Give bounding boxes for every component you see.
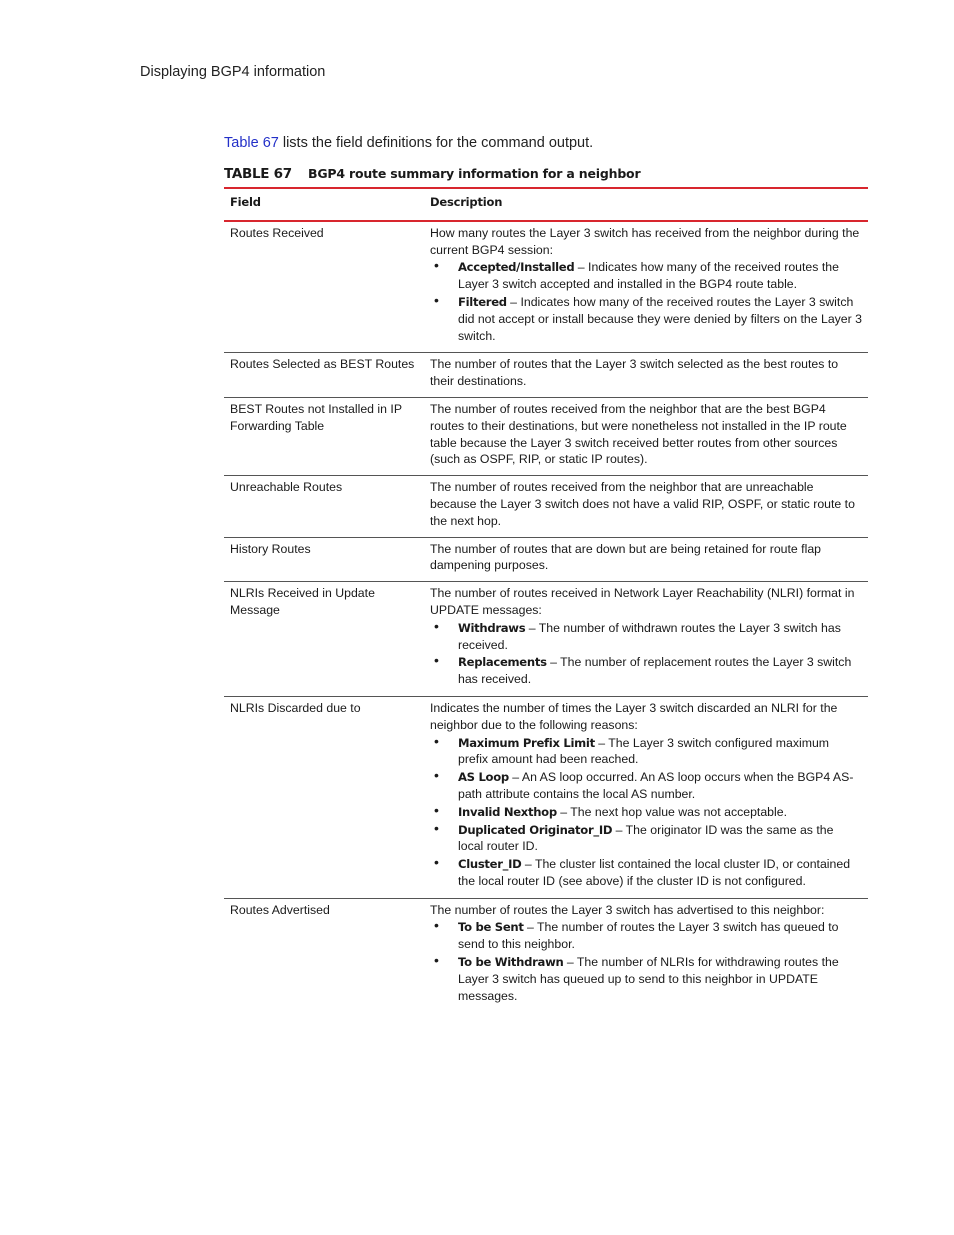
bullet-icon: •	[434, 767, 439, 784]
bullet-icon: •	[434, 732, 439, 749]
bullet-icon: •	[434, 617, 439, 634]
description-text: The number of routes received from the neighbor that are unreachable because the Layer 3 switch does not have a valid RIP, OSPF, or static route to the next hop.	[430, 480, 855, 528]
bullet-term: Withdraws	[458, 620, 526, 635]
bullet-text: – Indicates how many of the received routes the Layer 3 switch accepted and installed in the BGP4 route table.	[458, 260, 839, 292]
description-cell	[424, 537, 868, 582]
list-item	[430, 954, 862, 1004]
list-item	[430, 801, 862, 821]
field-definitions-table	[224, 187, 868, 1012]
bullet-text: – Indicates how many of the received routes the Layer 3 switch did not accept or install because they were denied by filters on the Layer 3 switch.	[458, 294, 862, 343]
description-cell	[424, 353, 868, 398]
description-bullet-list	[430, 617, 862, 688]
description-bullet-list	[430, 919, 862, 1004]
table-row	[224, 476, 868, 537]
bullet-term: Filtered	[458, 294, 507, 309]
bullet-icon: •	[434, 917, 439, 934]
bullet-icon: •	[434, 801, 439, 818]
table-caption-label: TABLE 67	[224, 166, 292, 182]
description-text: The number of routes that the Layer 3 switch selected as the best routes to their destinations.	[430, 357, 839, 389]
bullet-text: – The number of NLRIs for withdrawing routes the Layer 3 switch has queued up to send to this neighbor in UPDATE messages.	[458, 955, 839, 1003]
bullet-term: To be Sent	[458, 920, 524, 935]
table-cross-reference-link[interactable]: Table 67	[224, 135, 279, 151]
description-text: The number of routes the Layer 3 switch has advertised to this neighbor:	[430, 902, 825, 917]
list-item	[430, 732, 862, 769]
column-header-field: Field	[224, 188, 424, 221]
bullet-term: Duplicated Originator_ID	[458, 822, 613, 837]
bullet-term: Maximum Prefix Limit	[458, 735, 595, 750]
list-item	[430, 291, 862, 344]
bullet-text: – The Layer 3 switch configured maximum prefix amount had been reached.	[458, 735, 830, 767]
bullet-term: Invalid Nexthop	[458, 804, 557, 819]
list-item	[430, 617, 862, 654]
intro-paragraph	[224, 135, 593, 151]
table-row	[224, 353, 868, 398]
field-name-cell: NLRIs Received in Update Message	[224, 582, 424, 697]
field-name-cell: Unreachable Routes	[224, 476, 424, 537]
field-name-cell: Routes Received	[224, 221, 424, 353]
description-text: How many routes the Layer 3 switch has received from the neighbor during the current BGP4 session:	[430, 225, 860, 257]
bullet-term: Cluster_ID	[458, 857, 522, 872]
bullet-icon: •	[434, 854, 439, 871]
description-text: Indicates the number of times the Layer 3 switch discarded an NLRI for the neighbor due to the following reasons:	[430, 700, 838, 732]
bullet-text: – An AS loop occurred. An AS loop occurs when the BGP4 AS-path attribute contains the local AS number.	[458, 770, 854, 801]
bullet-term: To be Withdrawn	[458, 955, 564, 970]
bullet-icon: •	[434, 819, 439, 836]
bullet-term: AS Loop	[458, 770, 509, 785]
list-item	[430, 819, 862, 856]
description-cell	[424, 476, 868, 537]
bullet-icon: •	[434, 291, 439, 308]
description-bullet-list	[430, 259, 862, 344]
description-text: The number of routes received from the neighbor that are the best BGP4 routes to their destinations, but were nonetheless not installed in the IP route table because the Layer 3 switch received better routes from other sources (such as OSPF, RIP, or static IP routes).	[430, 401, 847, 467]
field-name-cell: NLRIs Discarded due to	[224, 696, 424, 898]
bullet-text: – The number of routes the Layer 3 switch has queued to send to this neighbor.	[458, 920, 839, 952]
bullet-text: – The number of withdrawn routes the Layer 3 switch has received.	[458, 620, 841, 652]
description-bullet-list	[430, 732, 862, 890]
list-item	[430, 919, 862, 953]
table-row	[224, 898, 868, 1012]
list-item	[430, 259, 862, 293]
bullet-text: – The number of replacement routes the Layer 3 switch has received.	[458, 655, 852, 687]
bullet-icon: •	[434, 952, 439, 969]
field-name-cell: Routes Advertised	[230, 902, 330, 917]
table-row	[224, 696, 868, 898]
description-cell	[424, 397, 868, 475]
table-body	[224, 221, 868, 1013]
table-header-row	[224, 188, 868, 221]
list-item	[430, 654, 862, 688]
bullet-text: – The originator ID was the same as the local router ID.	[458, 822, 834, 854]
column-header-description: Description	[424, 188, 868, 221]
description-cell	[424, 898, 868, 1012]
table-row	[224, 397, 868, 475]
table-row	[224, 582, 868, 697]
description-text: The number of routes received in Network Layer Reachability (NLRI) format in UPDATE messages:	[430, 586, 855, 617]
field-name-cell: Routes Selected as BEST Routes	[224, 353, 424, 398]
description-cell	[424, 696, 868, 898]
bullet-icon: •	[434, 257, 439, 274]
list-item	[430, 856, 862, 890]
list-item	[430, 769, 862, 803]
field-name-cell: BEST Routes not Installed in IP Forwarding Table	[224, 397, 424, 475]
table-caption-title: BGP4 route summary information for a neighbor	[308, 166, 641, 181]
table-caption	[224, 166, 868, 182]
bullet-term: Replacements	[458, 655, 547, 670]
table-row	[224, 221, 868, 353]
table-row	[224, 537, 868, 582]
bullet-term: Accepted/Installed	[458, 260, 575, 275]
description-cell	[424, 221, 868, 353]
running-header: Displaying BGP4 information	[140, 64, 326, 80]
intro-text: lists the field definitions for the command output.	[278, 135, 594, 151]
bullet-text: – The next hop value was not acceptable.	[556, 804, 787, 819]
bullet-icon: •	[434, 652, 439, 669]
bullet-text: – The cluster list contained the local cluster ID, or contained the local router ID (see above) if the cluster ID is not configured.	[458, 857, 851, 888]
field-name-cell: History Routes	[224, 537, 424, 582]
description-text: The number of routes that are down but are being retained for route flap dampening purposes.	[430, 541, 822, 573]
description-cell	[424, 582, 868, 697]
